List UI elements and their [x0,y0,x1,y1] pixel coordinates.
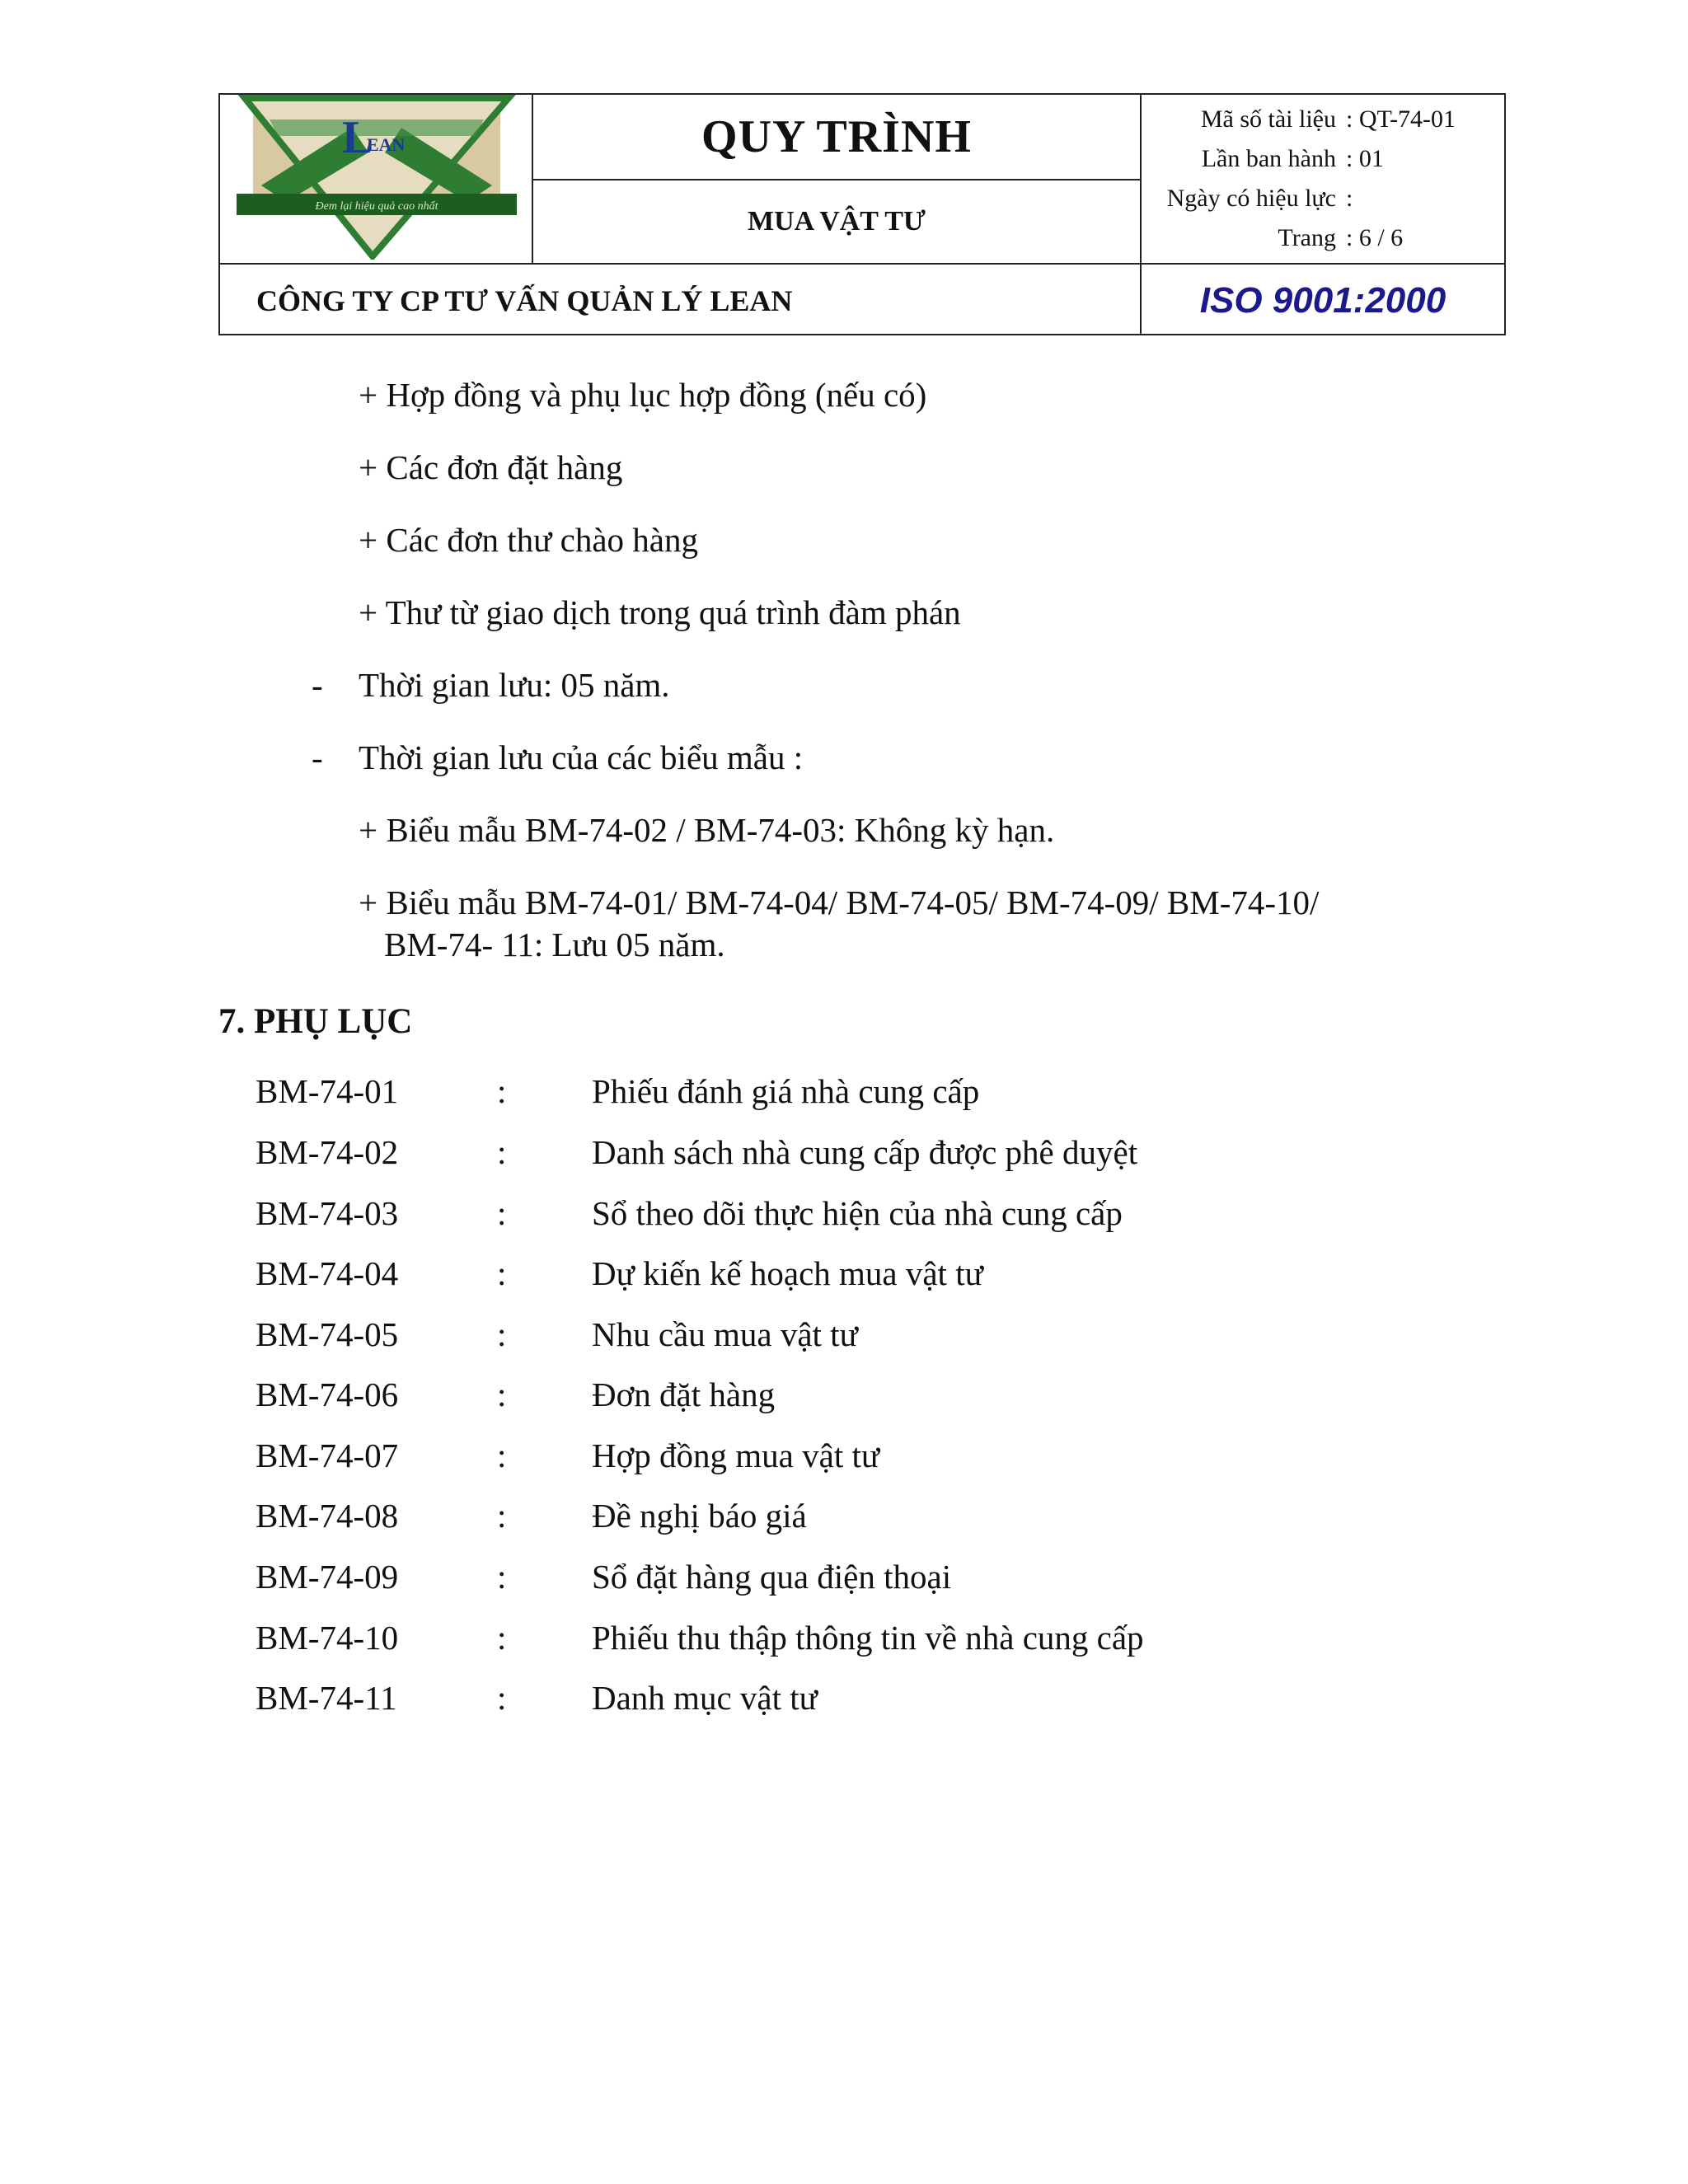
meta-row-issue: Lần ban hành : 01 [1201,145,1384,172]
form-code: BM-74-08 [256,1497,399,1535]
form-description: Dự kiến kế hoạch mua vật tư [592,1254,983,1292]
separator: : [497,1072,507,1110]
record-line: + Các đơn thư chào hàng [359,521,699,559]
record-line: + Các đơn đặt hàng [359,448,623,486]
separator: : [497,1133,507,1171]
form-code: BM-74-10 [256,1619,399,1657]
form-description: Danh mục vật tư [592,1679,818,1717]
separator: : [497,1376,507,1413]
form-description: Đơn đặt hàng [592,1376,776,1413]
form-code: BM-74-06 [256,1376,399,1413]
form-code: BM-74-09 [256,1558,399,1596]
form-code: BM-74-11 [256,1679,397,1717]
form-retention-line: BM-74- 11: Lưu 05 năm. [384,926,725,963]
meta-row-effective-date: Ngày có hiệu lực : [1166,185,1353,212]
svg-text:EAN: EAN [367,134,406,155]
document-subtitle: MUA VẬT TƯ [747,206,926,237]
form-code: BM-74-05 [256,1315,399,1353]
svg-text:L: L [342,112,373,163]
separator: : [497,1315,507,1353]
record-line: + Thư từ giao dịch trong quá trình đàm phán [359,593,961,631]
form-code: BM-74-04 [256,1254,399,1292]
company-name: CÔNG TY CP TƯ VẤN QUẢN LÝ LEAN [256,284,793,317]
dash-bullet: - [312,738,323,776]
company-logo [220,95,532,263]
form-code: BM-74-03 [256,1194,399,1232]
document-title: QUY TRÌNH [701,111,972,162]
form-code: BM-74-01 [256,1072,399,1110]
document-header [218,93,1506,335]
separator: : [497,1679,507,1717]
form-description: Nhu cầu mua vật tư [592,1315,858,1353]
form-description: Hợp đồng mua vật tư [592,1436,880,1474]
svg-text:Đem lại hiệu quả cao nhất: Đem lại hiệu quả cao nhất [315,200,438,213]
form-description: Sổ đặt hàng qua điện thoại [592,1558,952,1596]
separator: : [497,1254,507,1292]
separator: : [497,1558,507,1596]
form-retention-line: + Biểu mẫu BM-74-01/ BM-74-04/ BM-74-05/ BM-74-09/ BM-74-10/ [359,883,1320,921]
form-retention-time: Thời gian lưu của các biểu mẫu : [359,738,804,776]
meta-row-page: Trang : 6 / 6 [1278,224,1404,251]
separator: : [497,1497,507,1535]
lean-logo-icon [237,95,517,260]
form-description: Danh sách nhà cung cấp được phê duyệt [592,1133,1138,1171]
form-code: BM-74-07 [256,1436,399,1474]
form-description: Phiếu thu thập thông tin về nhà cung cấp [592,1619,1144,1657]
appendix-heading: 7. PHỤ LỤC [218,1002,413,1041]
separator: : [497,1194,507,1232]
retention-time: Thời gian lưu: 05 năm. [359,666,670,704]
document-meta [1142,100,1504,258]
separator: : [497,1619,507,1657]
form-description: Đề nghị báo giá [592,1497,807,1535]
iso-standard: ISO 9001:2000 [1199,280,1447,321]
form-retention-line: + Biểu mẫu BM-74-02 / BM-74-03: Không kỳ hạn. [359,811,1055,849]
separator: : [497,1436,507,1474]
form-description: Phiếu đánh giá nhà cung cấp [592,1072,980,1110]
form-description: Sổ theo dõi thực hiện của nhà cung cấp [592,1194,1123,1232]
meta-row-doc-code: Mã số tài liệu : QT-74-01 [1200,105,1456,133]
record-line: + Hợp đồng và phụ lục hợp đồng (nếu có) [359,376,927,414]
form-code: BM-74-02 [256,1133,399,1171]
dash-bullet: - [312,666,323,704]
